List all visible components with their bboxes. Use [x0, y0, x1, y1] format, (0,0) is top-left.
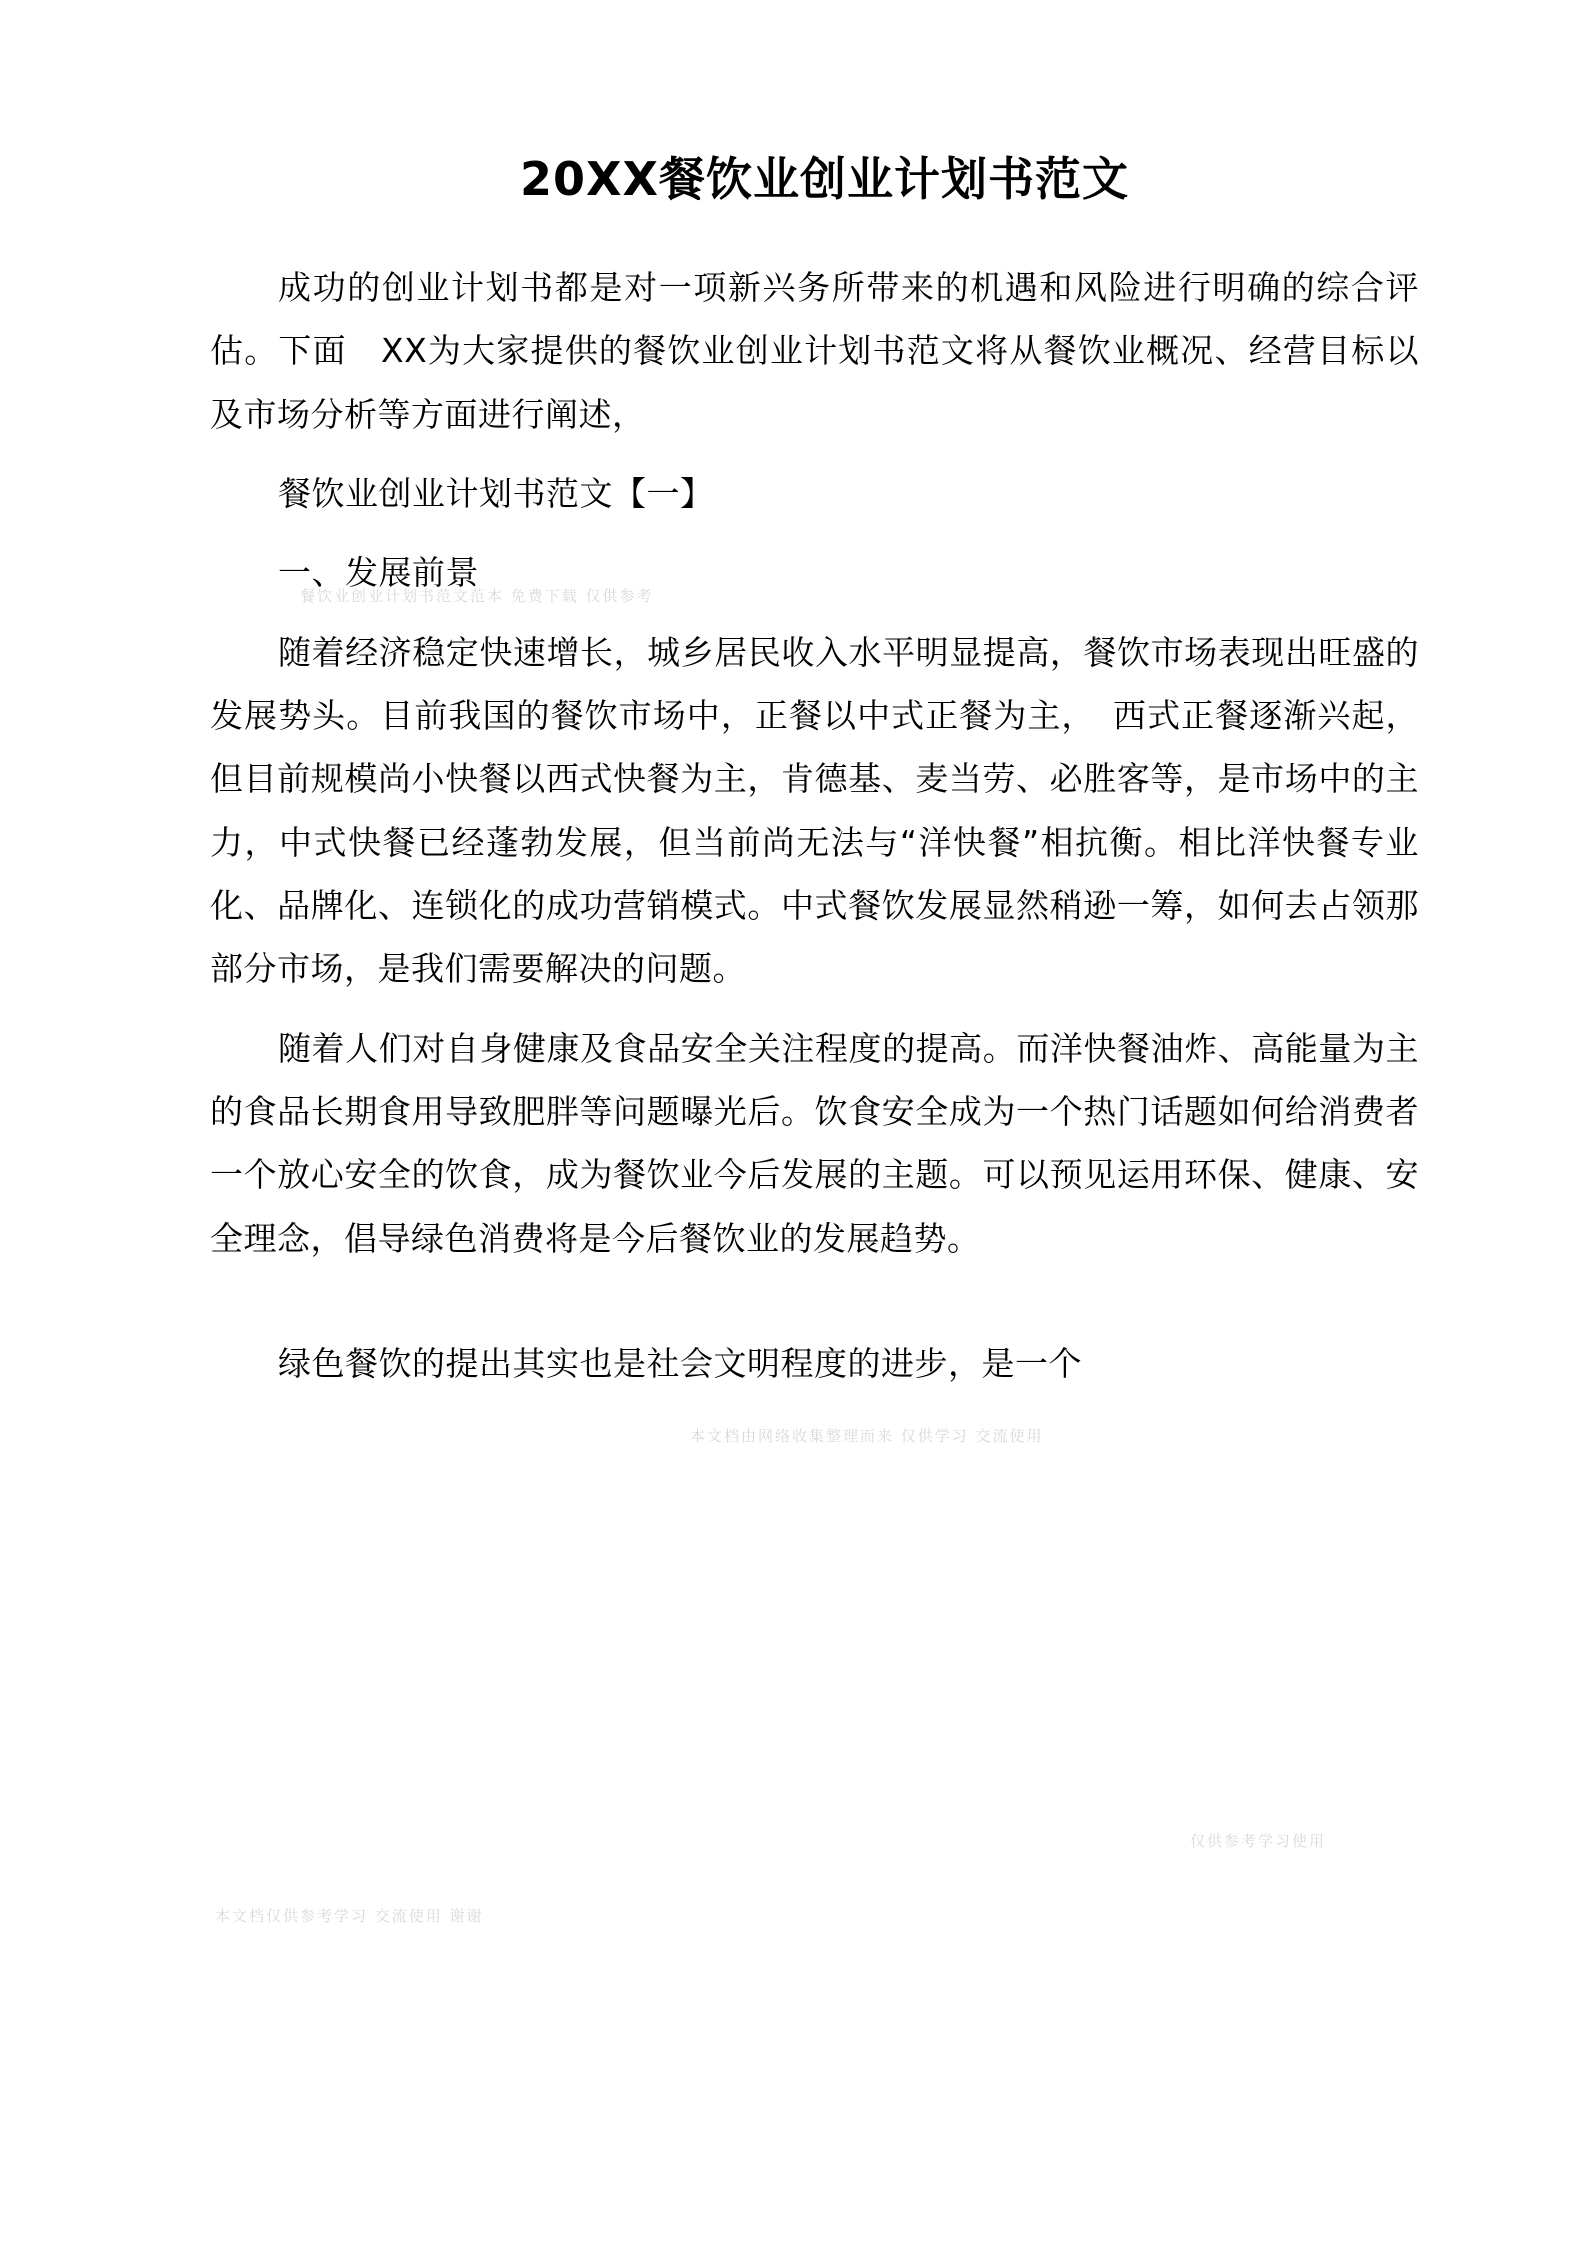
paragraph-body-3: 绿色餐饮的提出其实也是社会文明程度的进步，是一个 [278, 1344, 1082, 1384]
section-heading-1: 餐饮业创业计划书范文【一】 [278, 473, 714, 513]
watermark-text-2: 本文档由网络收集整理而来 仅供学习 交流使用 [690, 1427, 1044, 1445]
watermark-text-1: 餐饮业创业计划书范文范本 免费下载 仅供参考 [300, 587, 654, 605]
watermark-text-3: 仅供参考学习使用 [1190, 1832, 1327, 1850]
paragraph-intro: 成功的创业计划书都是对一项新兴务所带来的机遇和风险进行明确的综合评估。下面 XX为大家提供的餐饮业创业计划书范文将从餐饮业概况、经营目标以及市场分析等方面进行阐述， [210, 267, 1419, 434]
subheading-1: 一、发展前景 [278, 553, 479, 593]
paragraph-spacer [210, 1286, 1419, 1332]
paragraph-body-2: 随着人们对自身健康及食品安全关注程度的提高。而洋快餐油炸、高能量为主的食品长期食用导致肥胖等问题曝光后。饮食安全成为一个热门话题如何给消费者一个放心安全的饮食，成为餐饮业今后发展的主题。可以预见运用环保、健康、安全理念，倡导绿色消费将是今后餐饮业的发展趋势。 [210, 1028, 1419, 1258]
paragraph-body-1: 随着经济稳定快速增长，城乡居民收入水平明显提高，餐饮市场表现出旺盛的发展势头。目前我国的餐饮市场中，正餐以中式正餐为主， 西式正餐逐渐兴起，但目前规模尚小快餐以西式快餐为主，肯德基、麦当劳、必胜客等，是市场中的主力，中式快餐已经蓬勃发展，但当前尚无法与“洋快餐”相抗衡。相比洋快餐专业化、品牌化、连锁化的成功营销模式。中式餐饮发展显然稍逊一筹，如何去占领那部分市场，是我们需要解决的问题。 [210, 632, 1419, 989]
page-title: 20XX餐饮业创业计划书范文 [520, 152, 1129, 206]
watermark-text-4: 本文档仅供参考学习 交流使用 谢谢 [215, 1907, 484, 1925]
